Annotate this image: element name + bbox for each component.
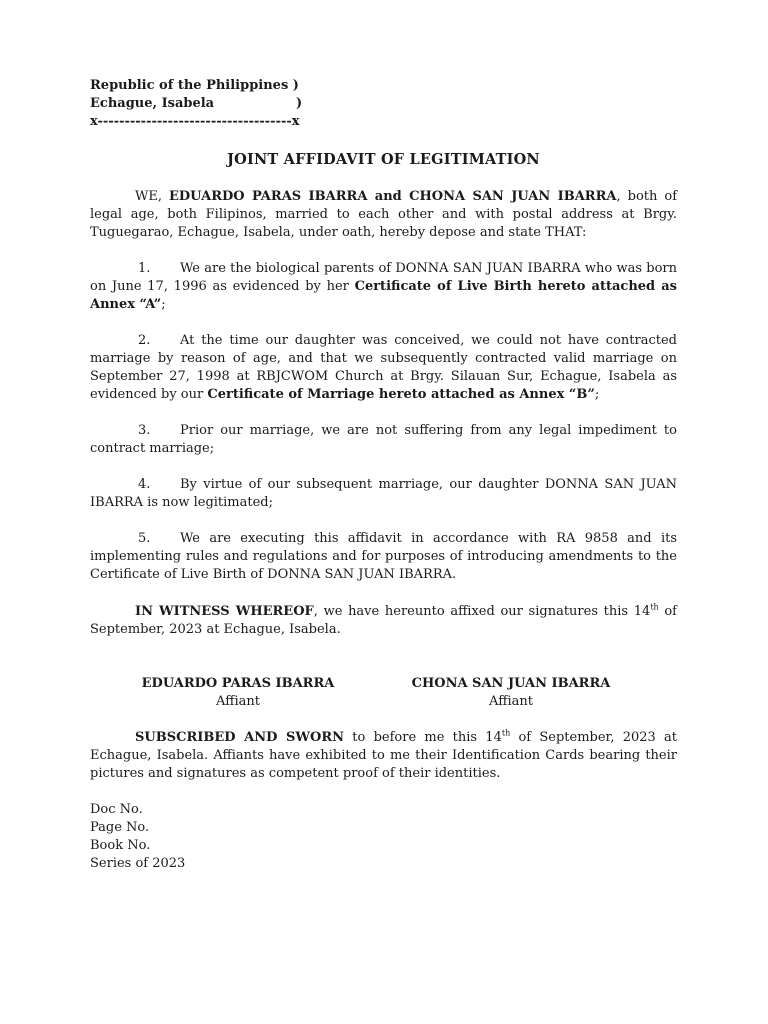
venue-separator: x------------------------------------x <box>90 114 300 129</box>
item-text: At the time our daughter was conceived, we could not have contracted marriage by reason of age, and that we subsequently contracted valid marriage on September 27, 1998 at RBJCWOM Church at Brgy. Silauan Sur, Echague, Isabela as evidenced by our <box>90 333 677 402</box>
signatory-2 <box>406 675 616 711</box>
item-bold: Certificate of Live Birth hereto attached as Annex “A” <box>90 279 677 312</box>
intro-paragraph <box>90 188 677 242</box>
witness-text: , we have hereunto affixed our signatures this 14 <box>313 604 651 619</box>
series-year: Series of 2023 <box>90 856 186 871</box>
witness-ordinal: th <box>650 602 659 612</box>
item-number: 5. <box>138 531 151 546</box>
item-text: We are executing this affidavit in accordance with RA 9858 and its implementing rules and regulations and for purposes of introducing amendments to the Certificate of Live Birth of DONNA SAN JUAN IBARRA. <box>90 531 677 582</box>
signatory-name: EDUARDO PARAS IBARRA <box>141 676 335 691</box>
intro-lead: WE, <box>135 189 169 204</box>
venue-place-paren: ) <box>296 96 303 111</box>
item-number: 3. <box>138 423 151 438</box>
item-text: Prior our marriage, we are not suffering from any legal impediment to contract marriage; <box>90 423 677 456</box>
book-no: Book No. <box>90 838 151 853</box>
item-text: We are the biological parents of DONNA SAN JUAN IBARRA who was born on June 17, 1996 as evidenced by her <box>90 261 677 294</box>
intro-rest: , both of legal age, both Filipinos, married to each other and with postal address at Brgy. Tuguegarao, Echague, Isabela, under oath, hereby depose and state THAT: <box>90 189 678 240</box>
item-number: 1. <box>138 261 151 276</box>
signatory-name: CHONA SAN JUAN IBARRA <box>411 676 611 691</box>
witness-rest: of September, 2023 at Echague, Isabela. <box>90 604 677 637</box>
witness-lead: IN WITNESS WHEREOF <box>135 604 314 619</box>
jurat-text: to before me this 14 <box>344 730 502 745</box>
paragraph-item-2 <box>90 332 677 404</box>
paragraph-item-4 <box>90 476 677 512</box>
jurat-paragraph <box>90 729 677 783</box>
signature-block <box>90 675 677 713</box>
affiant-names: EDUARDO PARAS IBARRA and CHONA SAN JUAN IBARRA <box>168 189 617 204</box>
item-bold: Certificate of Marriage hereto attached as Annex “B” <box>207 387 595 402</box>
signatory-role: Affiant <box>216 694 260 709</box>
signatory-1 <box>135 675 341 711</box>
venue-block <box>90 77 677 131</box>
venue-country: Republic of the Philippines ) <box>90 78 299 93</box>
item-tail: ; <box>161 297 166 312</box>
jurat-ordinal: th <box>501 728 511 738</box>
paragraph-item-5 <box>90 530 677 584</box>
doc-no: Doc No. <box>90 802 143 817</box>
venue-place-text: Echague, Isabela <box>90 96 215 111</box>
item-text: By virtue of our subsequent marriage, our daughter DONNA SAN JUAN IBARRA is now legitimated; <box>90 477 677 510</box>
witness-paragraph <box>90 603 677 639</box>
jurat-lead: SUBSCRIBED AND SWORN <box>135 730 345 745</box>
paragraph-item-3 <box>90 422 677 458</box>
item-number: 4. <box>138 477 151 492</box>
jurat-rest: of September, 2023 at Echague, Isabela. Affiants have exhibited to me their Identification Cards bearing their pictures and signatures as competent proof of their identities. <box>90 730 678 781</box>
paragraph-item-1 <box>90 260 677 314</box>
item-tail: ; <box>594 387 600 402</box>
affidavit-document <box>90 77 677 873</box>
page-no: Page No. <box>90 820 150 835</box>
notarial-register <box>90 801 677 873</box>
document-title: JOINT AFFIDAVIT OF LEGITIMATION <box>227 151 540 168</box>
item-number: 2. <box>138 333 151 348</box>
signatory-role: Affiant <box>489 694 533 709</box>
venue-place <box>90 95 677 113</box>
